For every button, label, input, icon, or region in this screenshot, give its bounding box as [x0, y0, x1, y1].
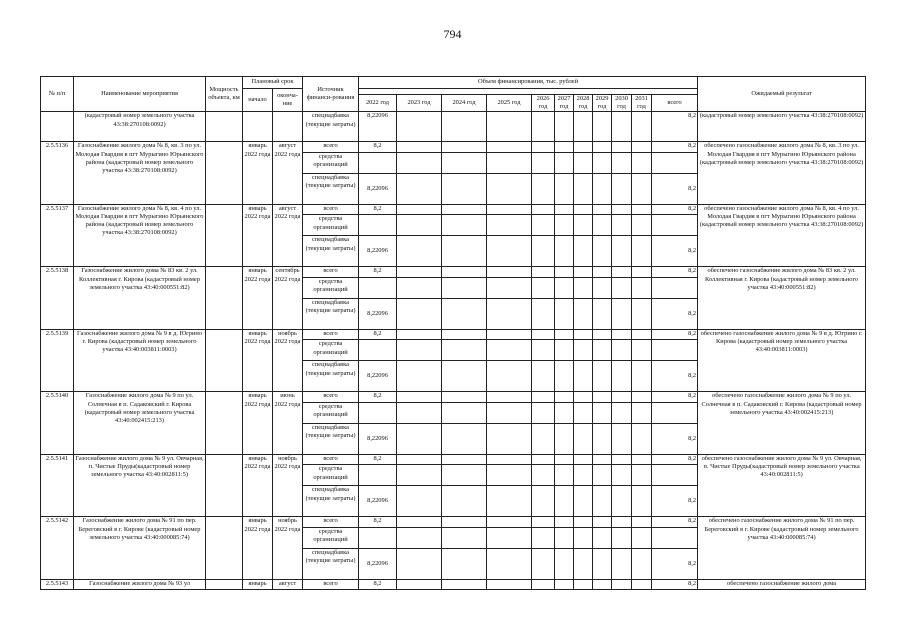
table-row — [41, 142, 866, 153]
table-row-partial — [41, 579, 866, 589]
cell-num: 2.5.5139 — [41, 329, 74, 392]
table-row — [41, 204, 866, 215]
cell-name: Газоснабжение жилого дома № 8, кв. 3 по ул. Молодая Гвардия в пгт Мурыгино Юрьянского района (кадастровый номер земельного участка 43:38:270108:0092) — [74, 142, 206, 205]
header-year: 2027 год — [555, 95, 574, 112]
header-source: Источник финанси-рования — [303, 77, 359, 112]
cell-name: Газоснабжение жилого дома № 9 по ул. Солнечная в п. Садаковский г. Кирова (кадастровый номер земельного участка 43:40:002415:213) — [74, 392, 206, 455]
cell-start: январь 2022 года — [243, 142, 273, 205]
cell-value-total: 8,2 — [652, 392, 698, 403]
cell-result: обеспечено газоснабжение жилого дома № 9 ул. Овчарная, п. Чистые Пруды(кадастровый номер земельного участка 43:40:002811:5) — [698, 454, 866, 517]
header-result: Ожидаемый результат — [698, 77, 866, 112]
cell-start: январь 2022 года — [243, 392, 273, 455]
header-year: 2024 год — [442, 95, 487, 112]
cell-source: средства организаций — [303, 465, 359, 486]
cell-num: 2.5.5137 — [41, 204, 74, 267]
cell-value-2022: 8,22096 — [359, 173, 397, 204]
table-body — [41, 112, 866, 590]
header-year: 2029 год — [593, 95, 612, 112]
table-row — [41, 392, 866, 403]
cell-value-total: 8,2 — [652, 548, 698, 579]
cell-value-2022: 8,2 — [359, 454, 397, 465]
cell-value-total: 8,2 — [652, 142, 698, 153]
cell-source: всего — [303, 392, 359, 403]
cell-value-total: 8,2 — [652, 112, 698, 142]
cell-name: Газоснабжение жилого дома № 9 ул. Овчарная, п. Чистые Пруды(кадастровый номер земельного участка 43:40:002811:5) — [74, 454, 206, 517]
cell-name: Газоснабжение жилого дома № 8, кв. 4 по ул. Молодая Гвардия в пгт Мурыгино Юрьянского района (кадастровый номер земельного участка 43:38:270108:0092) — [74, 204, 206, 267]
cell-value-2022: 8,22096 — [359, 298, 397, 329]
cell-source: средства организаций — [303, 340, 359, 361]
cell-end: ноябрь 2022 года — [273, 454, 303, 517]
cell-source: средства организаций — [303, 152, 359, 173]
cell-name: Газоснабжение жилого дома № 9 в д. Югрино г. Кирова (кадастровый номер земельного участка 43:40:003811:0003) — [74, 329, 206, 392]
cell-num: 2.5.5138 — [41, 267, 74, 330]
cell-result: обеспечено газоснабжение жилого дома № 91 по пер. Береговский в г. Кирове (кадастровый номер земельного участка 43:40:000085:74) — [698, 517, 866, 580]
cell-value-total: 8,2 — [652, 298, 698, 329]
table-row-carryover — [41, 112, 866, 142]
cell-result: обеспечено газоснабжение жилого дома № 8, кв. 4 по ул. Молодая Гвардия в пгт Мурыгино Юрьянского района (кадастровый номер земельного участка 43:38:270108:0092) — [698, 204, 866, 267]
cell-value-2022: 8,22096 — [359, 236, 397, 267]
cell-value-2022: 8,2 — [359, 142, 397, 153]
cell-result: обеспечено газоснабжение жилого дома № 8, кв. 3 по ул. Молодая Гвардия в пгт Мурыгино Юрьянского района (кадастровый номер земельного участка 43:38:270108:0092) — [698, 142, 866, 205]
cell-end: сентябрь 2022 года — [273, 267, 303, 330]
cell-result: обеспечено газоснабжение жилого дома № 9 в д. Югрино г. Кирова (кадастровый номер земельного участка 43:40:003811:0003) — [698, 329, 866, 392]
header-year: 2023 год — [397, 95, 442, 112]
cell-source: спецнадбавка (текущие затраты) — [303, 112, 359, 142]
cell-num: 2.5.5142 — [41, 517, 74, 580]
cell-source: спецнадбавка (текущие затраты) — [303, 298, 359, 329]
cell-value-2022: 8,2 — [359, 517, 397, 528]
cell-name: Газоснабжение жилого дома № 83 кв. 2 ул. Коллективная г. Кирова (кадастровый номер земельного участка 43:40:000551:82) — [74, 267, 206, 330]
cell-value-total: 8,2 — [652, 486, 698, 517]
cell-source: спецнадбавка (текущие затраты) — [303, 173, 359, 204]
cell-source: всего — [303, 329, 359, 340]
cell-source: всего — [303, 454, 359, 465]
cell-result: (кадастровый номер земельного участка 43:38:270108:0092) — [698, 112, 866, 142]
header-name: Наименование мероприятия — [74, 77, 206, 112]
table-row — [41, 517, 866, 528]
cell-source: спецнадбавка (текущие затраты) — [303, 423, 359, 454]
cell-source: всего — [303, 142, 359, 153]
cell-source: всего — [303, 204, 359, 215]
cell-value-2022: 8,2 — [359, 329, 397, 340]
header-period: Плановый срок — [243, 77, 303, 89]
cell-value-total: 8,2 — [652, 517, 698, 528]
cell-value-total: 8,2 — [652, 454, 698, 465]
header-year: 2028 год — [574, 95, 593, 112]
header-year: 2031 год — [632, 95, 652, 112]
cell-source: спецнадбавка (текущие затраты) — [303, 361, 359, 392]
cell-end: август 2022 года — [273, 204, 303, 267]
cell-source: спецнадбавка (текущие затраты) — [303, 548, 359, 579]
cell-value-total: 8,2 — [652, 236, 698, 267]
cell-value-2022: 8,2 — [359, 267, 397, 278]
cell-value-2022: 8,2 — [359, 579, 397, 589]
cell-result: обеспечено газоснабжение жилого дома № 9 по ул. Солнечная в п. Садаковский г. Кирова (кадастровый номер земельного участка 43:40:002415:213) — [698, 392, 866, 455]
cell-source: спецнадбавка (текущие затраты) — [303, 486, 359, 517]
header-year: 2026 год — [532, 95, 555, 112]
header-year: 2030 год — [612, 95, 632, 112]
cell-end: август — [273, 579, 303, 589]
header-capacity: Мощность объекта, км — [206, 77, 243, 112]
cell-end: июнь 2022 года — [273, 392, 303, 455]
cell-end: август 2022 года — [273, 142, 303, 205]
cell-source: средства организаций — [303, 402, 359, 423]
header-start: начало — [243, 89, 273, 112]
cell-result: обеспечено газоснабжение жилого дома — [698, 579, 866, 589]
cell-result: обеспечено газоснабжение жилого дома № 83 кв. 2 ул. Коллективная г. Кирова (кадастровый номер земельного участка 43:40:000551:82) — [698, 267, 866, 330]
cell-value-total: 8,2 — [652, 329, 698, 340]
header-funding: Объем финансирования, тыс. рублей — [359, 77, 698, 89]
cell-value-total: 8,2 — [652, 423, 698, 454]
cell-end: ноябрь 2022 года — [273, 517, 303, 580]
cell-start: январь 2022 года — [243, 204, 273, 267]
cell-source: всего — [303, 267, 359, 278]
cell-value-total: 8,2 — [652, 361, 698, 392]
header-year-total: всего — [652, 95, 698, 112]
cell-value-total: 8,2 — [652, 204, 698, 215]
cell-value-total: 8,2 — [652, 173, 698, 204]
cell-source: средства организаций — [303, 527, 359, 548]
cell-value-2022: 8,2 — [359, 392, 397, 403]
cell-num: 2.5.5143 — [41, 579, 74, 589]
cell-source: всего — [303, 579, 359, 589]
cell-name: Газоснабжение жилого дома № 91 по пер. Береговский в г. Кирове (кадастровый номер земельного участка 43:40:000085:74) — [74, 517, 206, 580]
cell-end: ноябрь 2022 года — [273, 329, 303, 392]
table-row — [41, 267, 866, 278]
cell-value-2022: 8,2 — [359, 204, 397, 215]
table-row — [41, 329, 866, 340]
header-year: 2022 год — [359, 95, 397, 112]
cell-num: 2.5.5140 — [41, 392, 74, 455]
cell-value-2022: 8,22096 — [359, 112, 397, 142]
cell-source: спецнадбавка (текущие затраты) — [303, 236, 359, 267]
page-number: 794 — [443, 27, 462, 41]
header-end: оконча-ние — [273, 89, 303, 112]
header-num: № п/п — [41, 77, 74, 112]
cell-start: январь 2022 года — [243, 267, 273, 330]
cell-source: всего — [303, 517, 359, 528]
funding-table — [40, 76, 866, 590]
cell-start: январь 2022 года — [243, 454, 273, 517]
cell-value-2022: 8,22096 — [359, 548, 397, 579]
cell-start: январь 2022 года — [243, 329, 273, 392]
cell-name: (кадастровый номер земельного участка 43:38:270108:0092) — [74, 112, 206, 142]
cell-source: средства организаций — [303, 277, 359, 298]
cell-num: 2.5.5136 — [41, 142, 74, 205]
cell-start: январь 2022 года — [243, 517, 273, 580]
header-year: 2025 год — [487, 95, 532, 112]
cell-value-2022: 8,22096 — [359, 486, 397, 517]
cell-num: 2.5.5141 — [41, 454, 74, 517]
cell-start: январь — [243, 579, 273, 589]
cell-value-2022: 8,22096 — [359, 361, 397, 392]
cell-value-2022: 8,22096 — [359, 423, 397, 454]
table-row — [41, 454, 866, 465]
cell-value-total: 8,2 — [652, 267, 698, 278]
cell-source: средства организаций — [303, 215, 359, 236]
cell-name: Газоснабжение жилого дома № 93 ул — [74, 579, 206, 589]
cell-value-total: 8,2 — [652, 579, 698, 589]
